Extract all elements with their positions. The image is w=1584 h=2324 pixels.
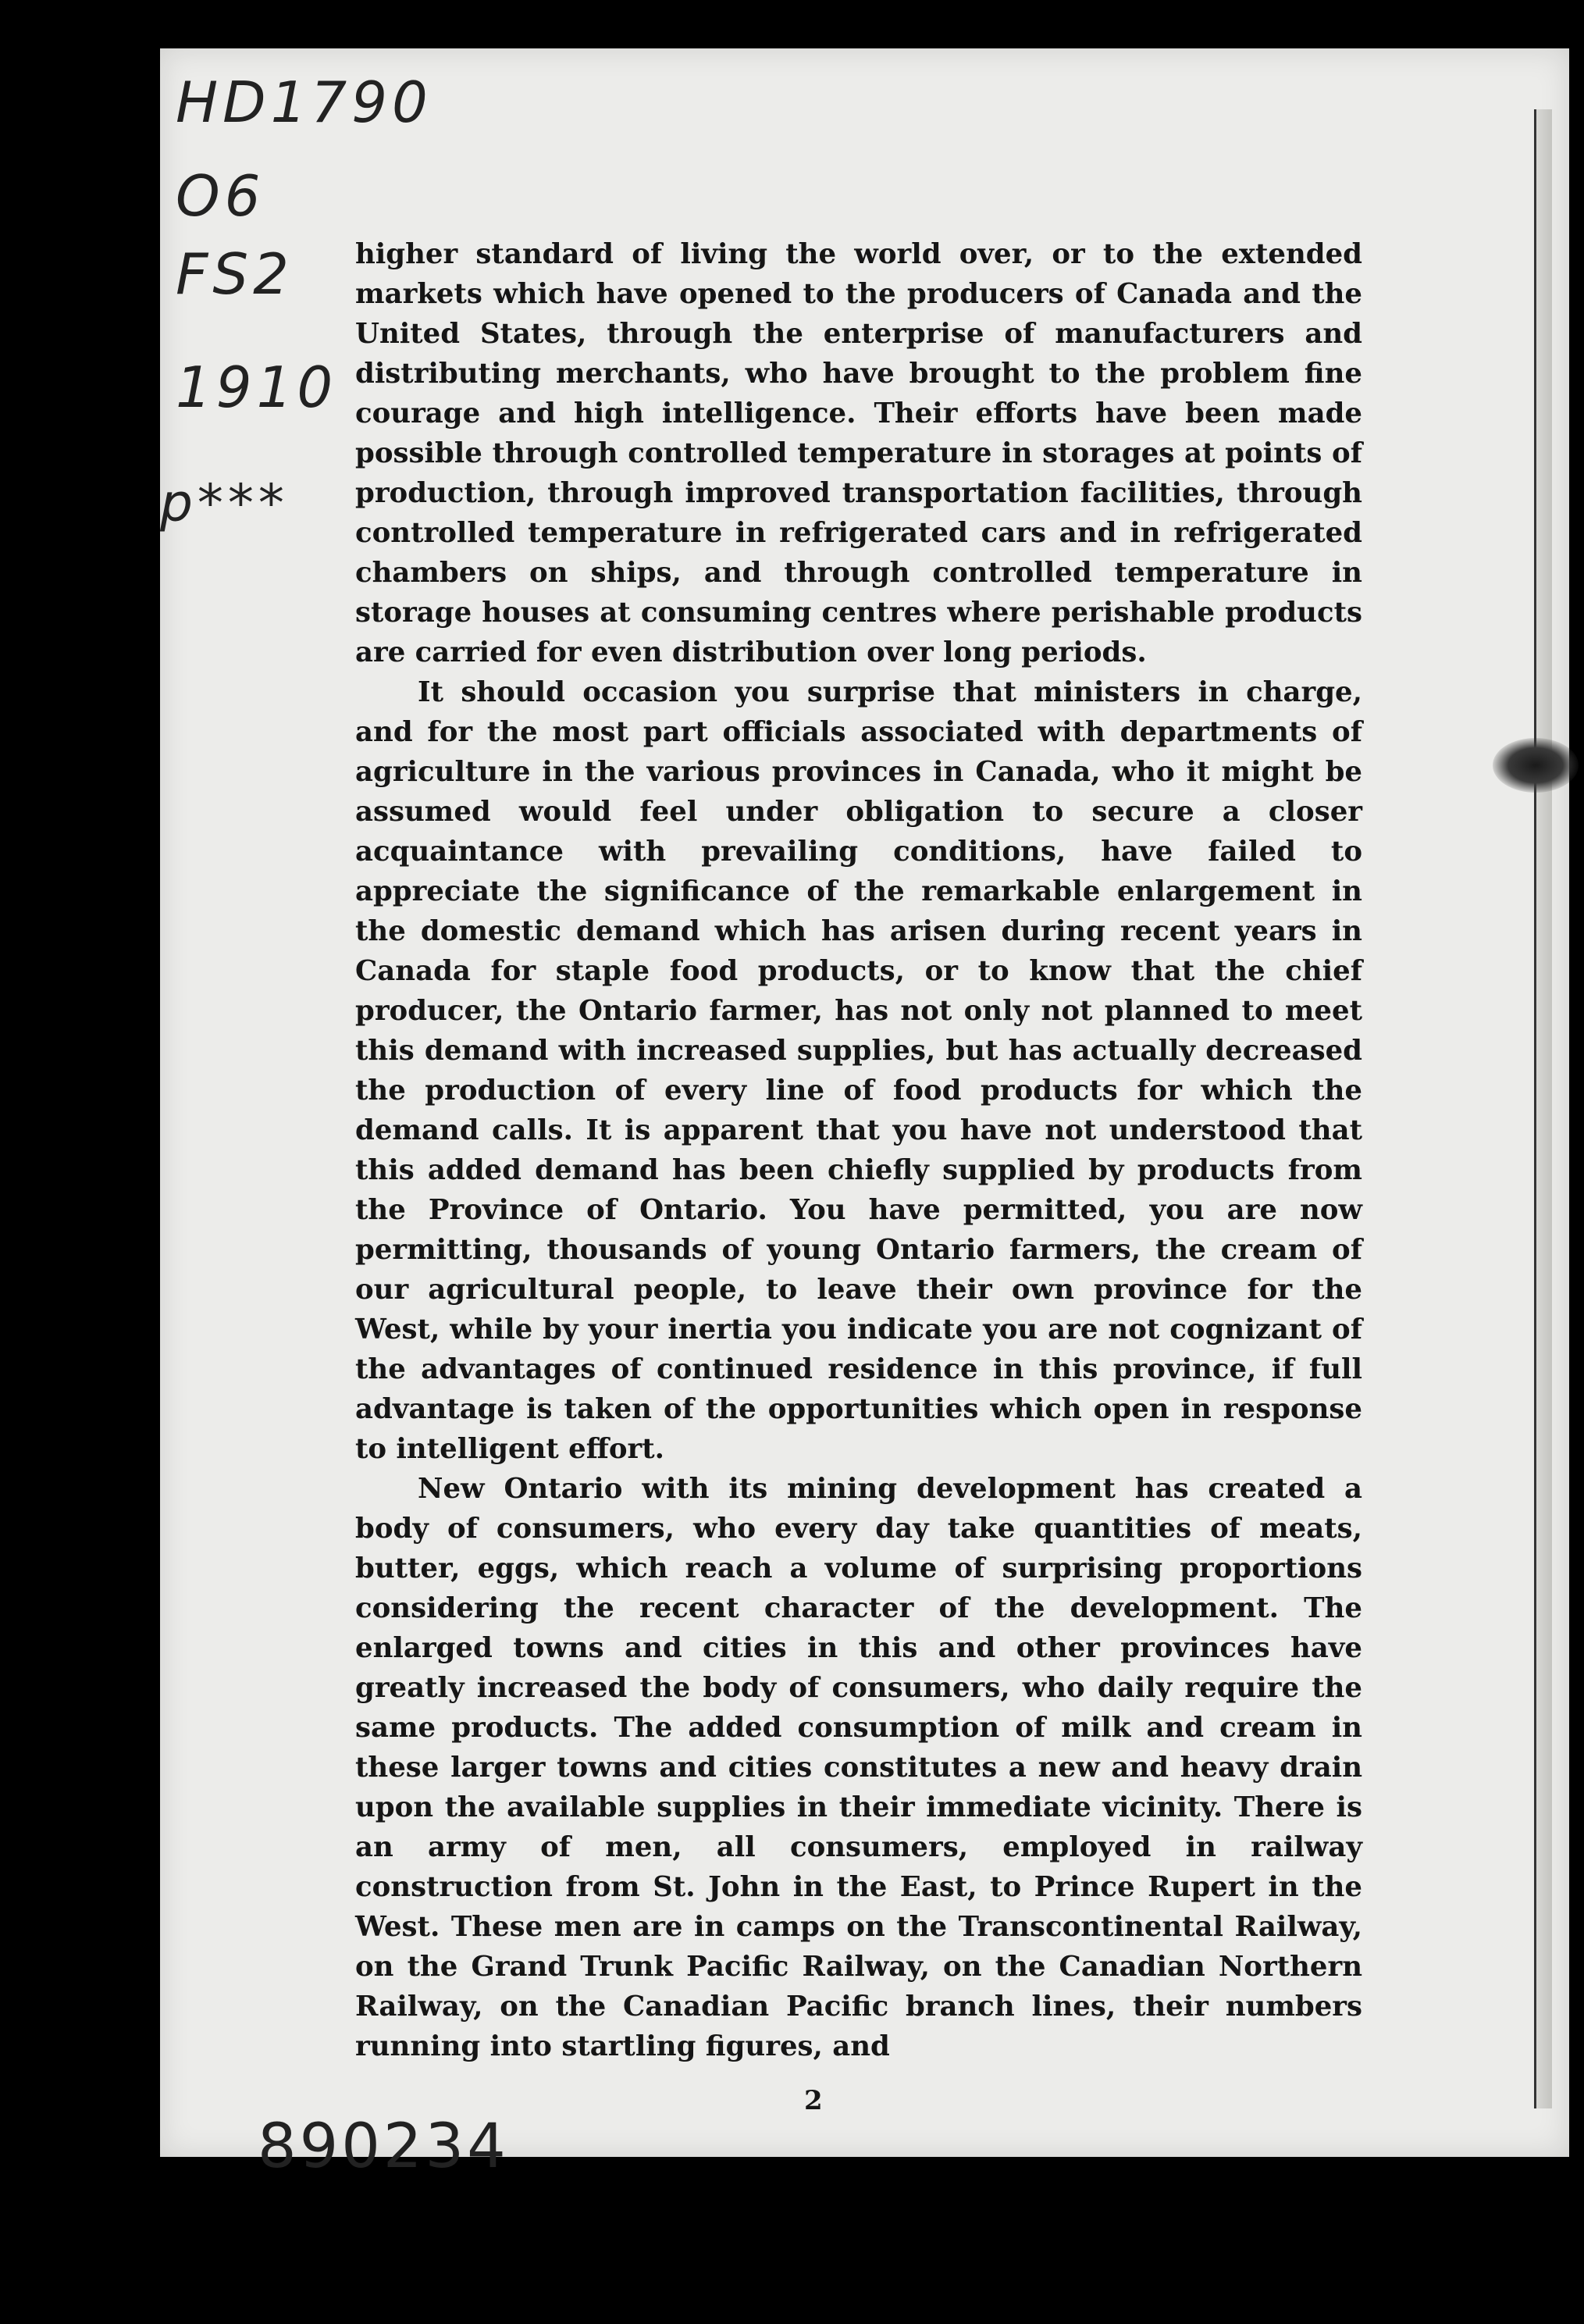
- page-edge: [1534, 109, 1552, 2108]
- call-number-line-2: O6: [176, 163, 265, 229]
- page-number: 2: [804, 2085, 823, 2116]
- accession-number: 890234: [258, 2112, 509, 2182]
- paragraph-2: It should occasion you surprise that ministers in charge, and for the most part officials associated with departments of agriculture in the various provinces in Canada, who it might be assumed would feel under obligation to secure a closer acquaintance with prevailing conditions, have failed to appreciate the significance of the remarkable enlargement in the domestic demand which has arisen during recent years in Canada for staple food products, or to know that the chief producer, the Ontario farmer, has not only not planned to meet this demand with increased supplies, but has actually decreased the production of every line of food products for which the demand calls. It is apparent that you have not understood that this added demand has been chiefly supplied by products from the Province of Ontario. You have permitted, you are now permitting, thousands of young Ontario farmers, the cream of our agricultural people, to leave their own province for the West, while by your inertia you indicate you are not cognizant of the advantages of continued residence in this province, if full advantage is taken of the opportunities which open in response to intelligent effort.: [355, 676, 1362, 1465]
- call-number-line-3: FS2: [176, 241, 294, 307]
- body-text: [355, 234, 1362, 2066]
- paragraph-1: higher standard of living the world over, or to the extended markets which have opened to the producers of Canada and the United States, through the enterprise of manufacturers and distributing merchants, who have brought to the problem fine courage and high intelligence. Their efforts have been made possible through controlled temperature in storages at points of production, through improved transportation facilities, through controlled temperature in refrigerated cars and in refrigerated chambers on ships, and through controlled temperature in storage houses at consuming centres where perishable products are carried for even distribution over long periods.: [355, 238, 1362, 668]
- handwritten-mark: p***: [160, 473, 289, 533]
- ink-smudge: [1493, 738, 1579, 793]
- paragraph-3: New Ontario with its mining development has created a body of consumers, who every day take quantities of meats, butter, eggs, which reach a volume of surprising proportions considering the recent character of the development. The enlarged towns and cities in this and other provinces have greatly increased the body of consumers, who daily require the same products. The added consumption of milk and cream in these larger towns and cities constitutes a new and heavy drain upon the available supplies in their immediate vicinity. There is an army of men, all consumers, employed in railway construction from St. John in the East, to Prince Rupert in the West. These men are in camps on the Transcontinental Railway, on the Grand Trunk Pacific Railway, on the Canadian Northern Railway, on the Canadian Pacific branch lines, their numbers running into startling figures, and: [355, 1473, 1362, 2062]
- call-number-line-4: 1910: [176, 355, 338, 420]
- call-number-line-1: HD1790: [176, 70, 432, 135]
